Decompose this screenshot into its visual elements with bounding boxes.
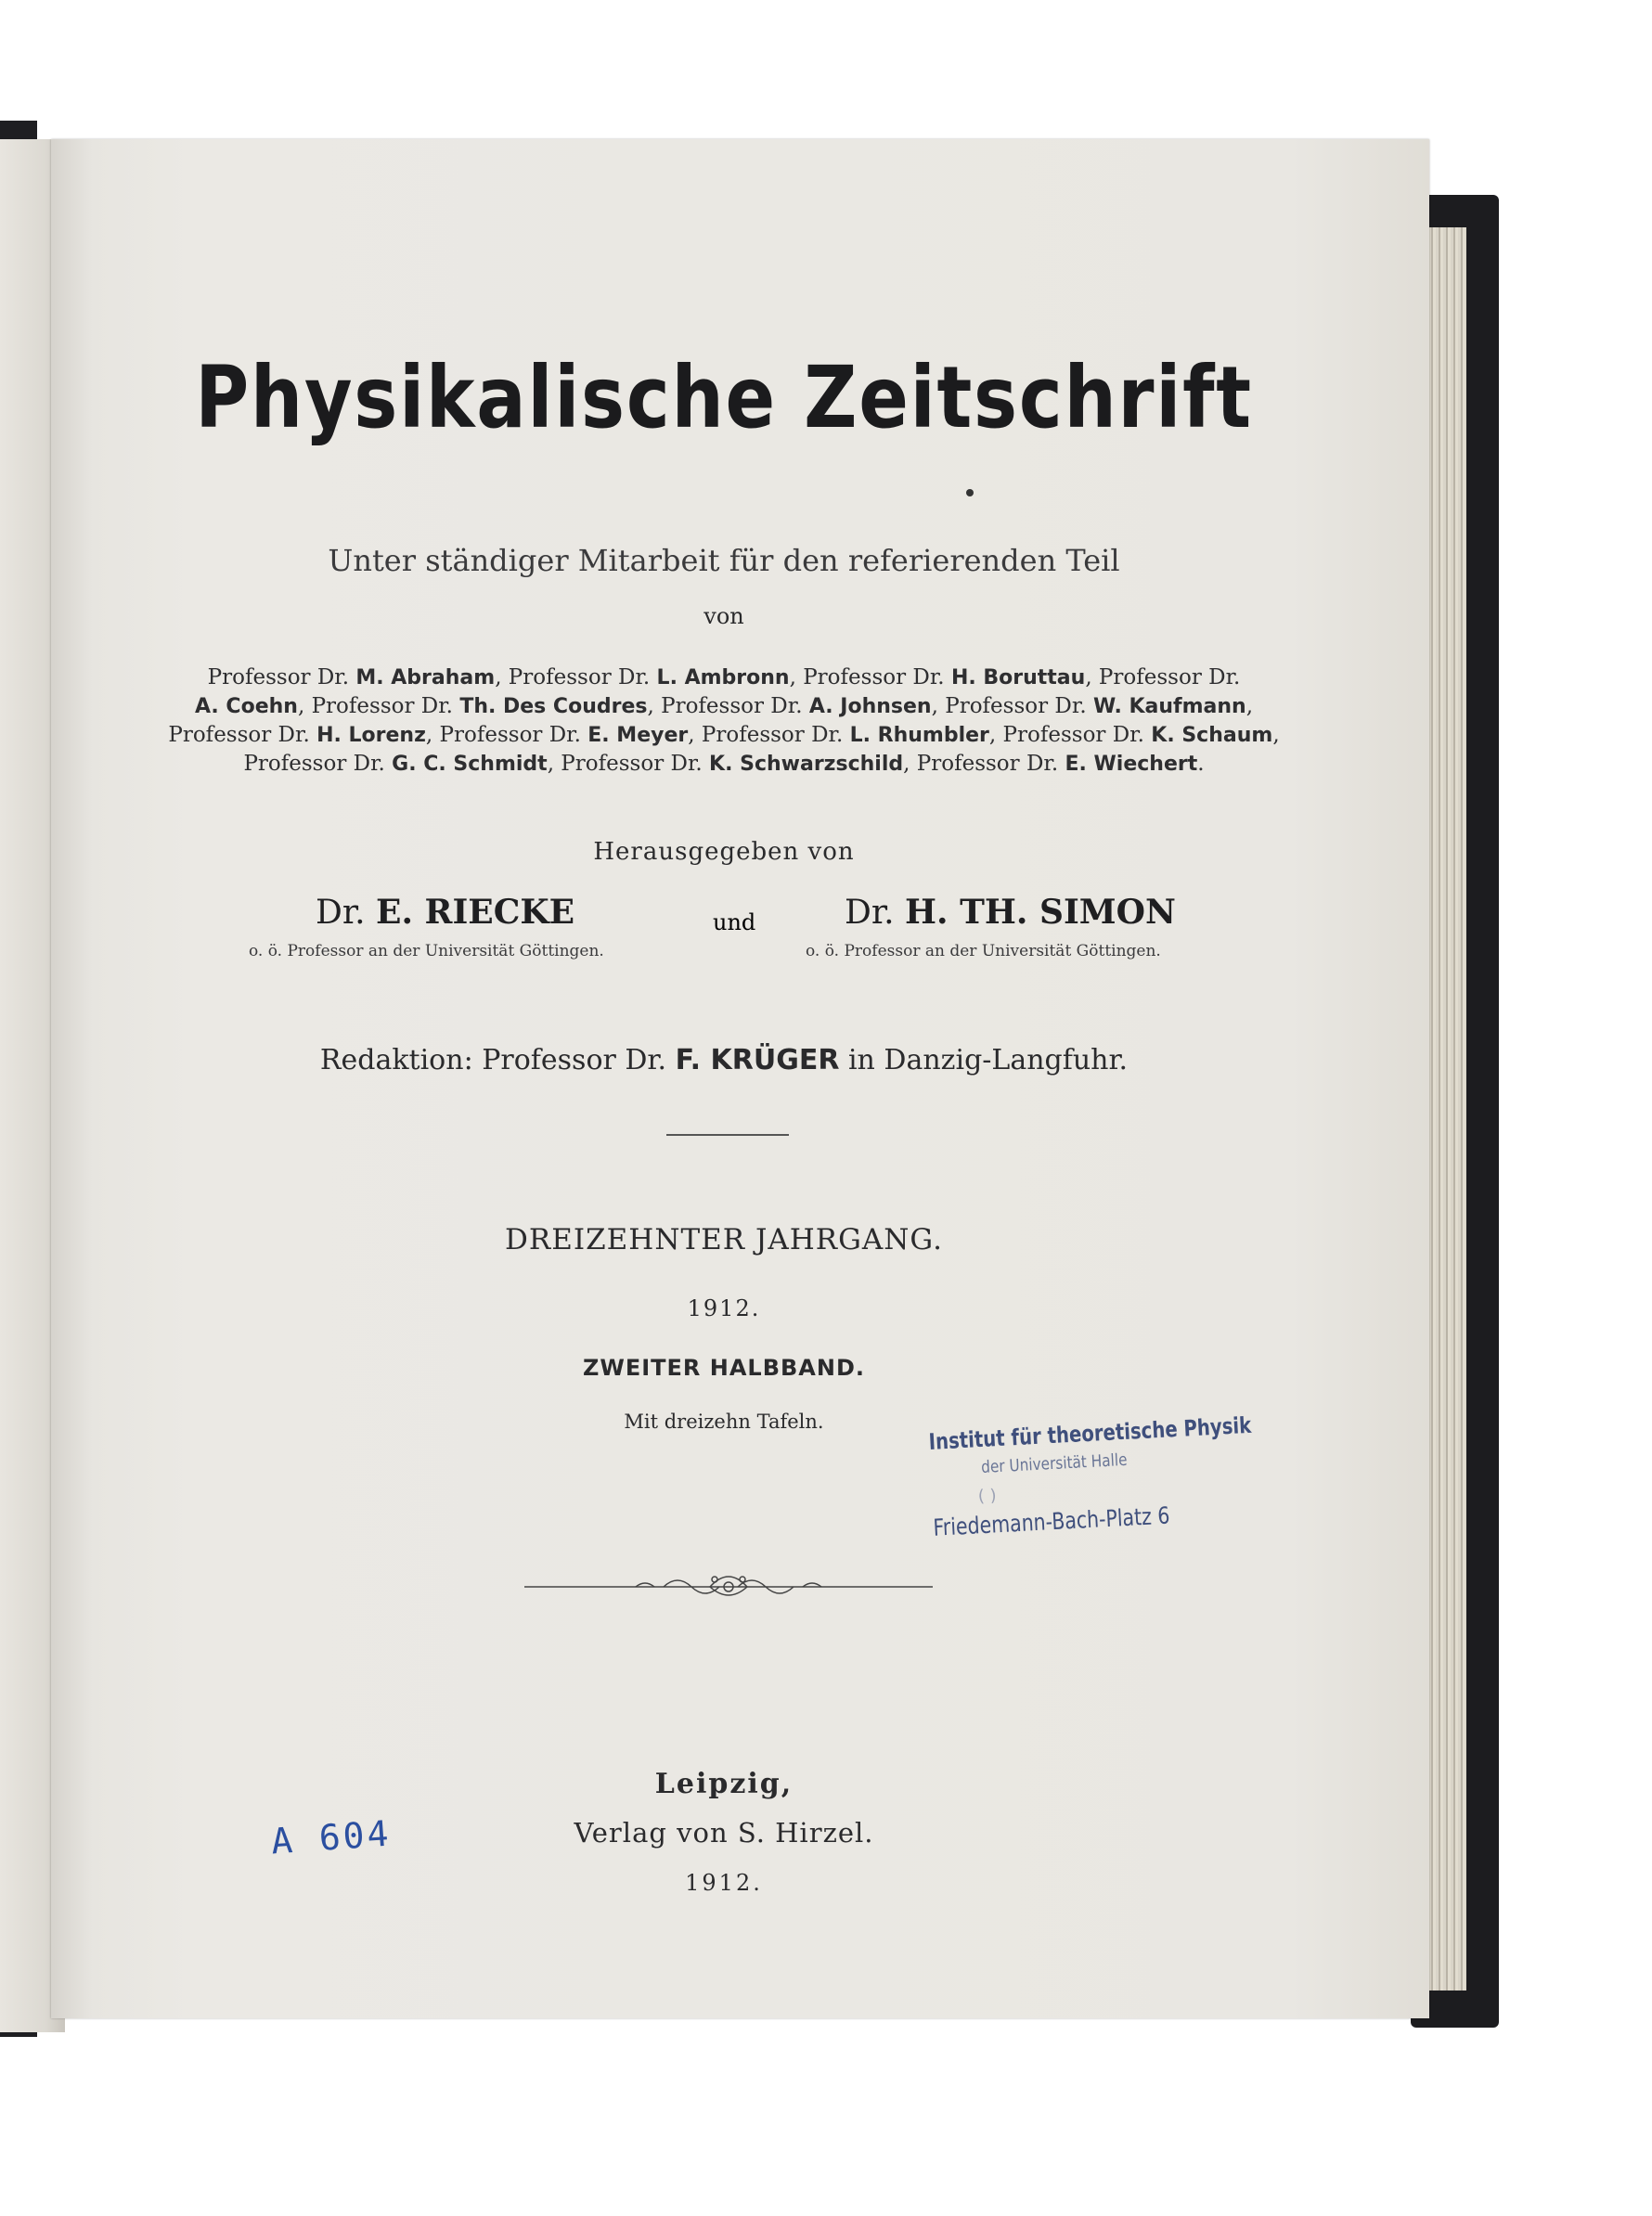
editor2-affiliation: o. ö. Professor an der Universität Göttingen. (806, 942, 1161, 960)
contributor-name: E. Meyer (587, 724, 689, 747)
contributor-name: K. Schwarzschild (709, 753, 904, 776)
contributor-title: . (1197, 752, 1205, 776)
stamp-line1: Institut für theoretische Physik (928, 1411, 1252, 1455)
contributor-name: G. C. Schmidt (392, 753, 548, 776)
editor2-surname: H. TH. SIMON (905, 893, 1176, 932)
contributor-title: Professor Dr. (207, 665, 356, 689)
handwritten-shelfmark: A 604 (269, 1812, 393, 1862)
contributor-line (0, 692, 1448, 721)
contributor-name: Th. Des Coudres (459, 695, 648, 718)
subtitle: Unter ständiger Mitarbeit für den referierenden Teil (328, 543, 1120, 578)
contributor-name: A. Coehn (194, 695, 298, 718)
contributor-title: , Professor Dr. (647, 694, 809, 718)
contributor-title: , Professor Dr. (547, 752, 710, 776)
contributor-title: , Professor Dr. (903, 752, 1065, 776)
library-stamp (928, 1411, 1268, 1541)
contributor-title: , (1272, 723, 1280, 747)
ornament-divider-icon (524, 1568, 933, 1605)
publication-year: 1912. (685, 1870, 763, 1896)
contributor-title: , (1245, 694, 1253, 718)
journal-title: Physikalische Zeitschrift (195, 348, 1253, 447)
editor2-prefix: Dr. (845, 894, 906, 932)
contributor-line (0, 721, 1448, 750)
contributor-title: , Professor Dr. (1085, 665, 1241, 689)
publisher-name: Verlag von S. Hirzel. (574, 1817, 874, 1849)
contributor-name: A. Johnsen (808, 695, 932, 718)
redaktion-line (0, 1044, 1448, 1076)
contributors-list (0, 664, 1448, 779)
publisher-place: Leipzig, (654, 1768, 794, 1800)
contributor-title: , Professor Dr. (688, 723, 850, 747)
contributor-name: W. Kaufmann (1092, 695, 1246, 718)
tafeln-note: Mit dreizehn Tafeln. (624, 1411, 824, 1433)
stamp-line3: ( ) (977, 1486, 998, 1507)
contributor-title: Professor Dr. (243, 752, 393, 776)
editor1-name (316, 893, 574, 932)
redaktion-suffix: in Danzig-Langfuhr. (839, 1044, 1129, 1076)
redaktion-name: F. KRÜGER (675, 1044, 840, 1076)
contributor-title: Professor Dr. (168, 723, 317, 747)
stamp-line4: Friedemann-Bach-Platz 6 (932, 1501, 1171, 1541)
contributor-name: L. Ambronn (656, 666, 790, 689)
contributor-title: , Professor Dr. (297, 694, 460, 718)
contributor-name: H. Boruttau (950, 666, 1086, 689)
volume-year: 1912. (687, 1295, 761, 1321)
contributor-title: , Professor Dr. (495, 665, 657, 689)
contributor-title: , Professor Dr. (988, 723, 1152, 747)
ink-dot (966, 489, 974, 496)
jahrgang: DREIZEHNTER JAHRGANG. (505, 1223, 943, 1256)
contributor-line (0, 664, 1448, 692)
contributor-name: L. Rhumbler (849, 724, 989, 747)
contributor-line (0, 750, 1448, 779)
redaktion-prefix: Redaktion: Professor Dr. (319, 1044, 676, 1076)
contributor-title: , Professor Dr. (931, 694, 1093, 718)
contributor-name: E. Wiechert (1065, 753, 1198, 776)
contributor-name: H. Lorenz (316, 724, 426, 747)
halbband: ZWEITER HALBBAND. (582, 1355, 866, 1381)
und-label: und (713, 909, 756, 935)
divider-rule (666, 1134, 789, 1136)
contributor-title: , Professor Dr. (425, 723, 588, 747)
herausgegeben-label: Herausgegeben von (593, 838, 855, 866)
editor1-affiliation: o. ö. Professor an der Universität Göttingen. (249, 942, 604, 960)
editor1-surname: E. RIECKE (376, 893, 575, 932)
contributor-title: , Professor Dr. (789, 665, 951, 689)
contributor-name: M. Abraham (355, 666, 496, 689)
editor1-prefix: Dr. (316, 894, 377, 932)
von-label: von (703, 603, 744, 629)
editor2-name (845, 893, 1176, 932)
stamp-line2: der Universität Halle (980, 1449, 1129, 1478)
contributor-name: K. Schaum (1151, 724, 1273, 747)
